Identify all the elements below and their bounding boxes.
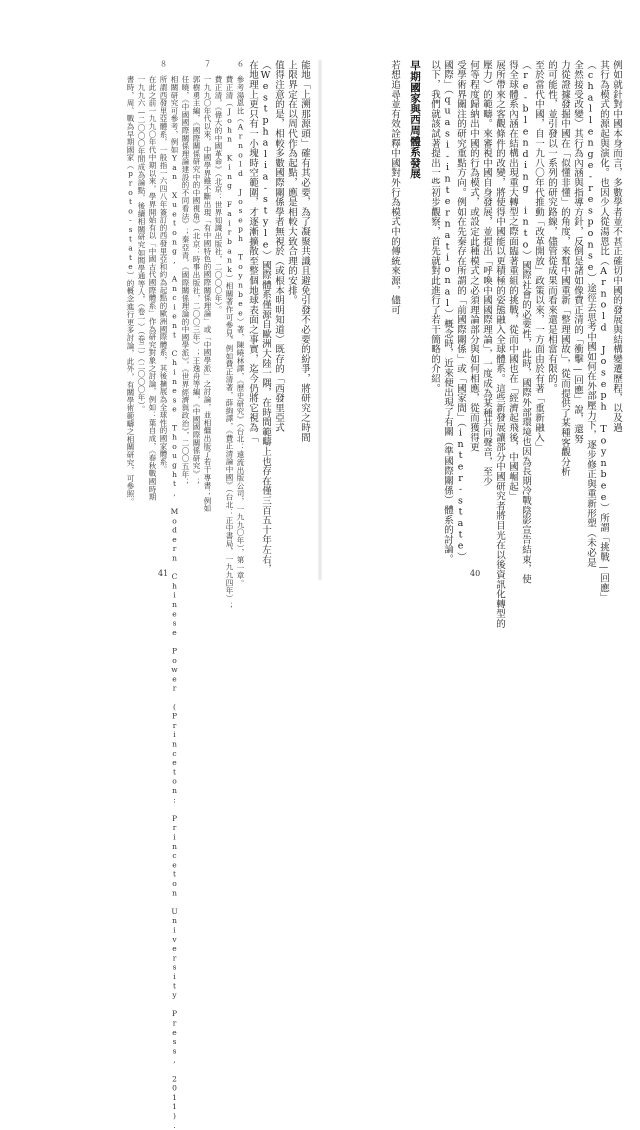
right-page-number: 40 <box>470 569 481 578</box>
text-column: 全然接受改變）其行為內涵與指導方針，反倒是諸如像費正清的「衝擊—回應」說，還努 <box>572 60 583 444</box>
footnote-column: ７ 一九九〇年代以來，中國學界雖不斷出現「有中國特色的國際關係理論」或「中國學派」之討論，並相繼出版了若干專書；例如 <box>203 60 212 513</box>
text-column: 力從證據發掘中國在「似懂非懂」的角度，來幫中國重新「整理國故」，從而提供了某種客觀分析 <box>559 60 570 477</box>
footnote-column: 相關研究可參考，例如Yan Xuetong, Ancient Chinese Thought, Modern Chinese Power (Princeton: Princeton University Press, 2011). <box>170 60 179 1130</box>
text-column: 上限界定在以周代作為起點，應是相較大致合理的安排。 <box>286 60 297 305</box>
open-book <box>18 60 622 1130</box>
text-column: 以下，我們就該試著提出一些初步觀察，首先就對此進行了若干簡略的介紹。 <box>429 60 440 394</box>
text-column: 至於當代中國，自一九八〇年代推動「改革開放」政策以來，一方面由於有著「重新融入」 <box>533 60 544 452</box>
footnote-column: 在此之前一九九〇年代中期以來，學界開始有以「中國古代國際體系」作為研究對象之討論，例如：葉自成，《春秋戰國時期 <box>148 60 157 501</box>
text-column: 若想追尋並有效詮釋中國對外行為模式中的傳統來源，儘可 <box>389 60 400 315</box>
text-column: 展所帶來之客觀條件的改變，將使得中國能以更積極的姿態融入全球體系。這些新發展讓部分中國研究者將目光在以後資訊化轉型的 <box>494 60 505 629</box>
footnote-column: 費正清，《偉大的中國革命》（北京：世界知識出版社，二〇〇〇年）。 <box>214 60 223 314</box>
left-page <box>18 60 310 1130</box>
text-column: 國際」（quasi-international）概念時，近來便出現了有關（準國際關係）體系的討論。 <box>442 60 453 564</box>
footnote-column: 郭樹勇主編，《國際關係研究中的中國視角》（北京：時事出版社，二〇〇三年）；王逸舟等編，《中國國際關係研究》； <box>192 60 201 486</box>
footnote-column: ６ 參考湯恩比（Arnold Joseph Toynbee）著，陳曉林譯，《歷史研究》（台北：遠流出版公司，一九九〇年），第一章。 <box>236 60 245 588</box>
text-column: 在地理上更只有一小塊時空範圍，才逐漸擴散至整個地球表面之事實，迄今仍將它視為「 <box>247 60 258 443</box>
text-column: 的可能性，並引發以一系列的研究路線，儘管從成果而看來還是相當有限的。 <box>546 60 557 394</box>
footnote-column: 費正清（John King Fairbank）相關著作可參見，例如費正清著，薛絢譯，《費正清論中國》（台北：正中書局，一九九四年）； <box>225 60 234 610</box>
footnote-column: 任曉，《中國國際關係理論建設的不同看法》；秦亞青，《國際關係理論的中國學派》，《世界經濟與政治》，二〇〇五年； <box>181 60 190 486</box>
text-column: 值得注意的是，相較多數國際關係學者無視於（或根本明明知道）既存的「西發里亞式 <box>273 60 284 433</box>
footnote-column: 一九九六—二〇〇〇年間成為論點，後續相關研究如閻學通等人，（卷一）（卷二）（二〇〇〇年）。 <box>137 60 146 414</box>
text-column: 其行為模式的源起與演化。也因少人從湯恩比（Arnold Joseph Toynbee）所謂「挑戰—回應」 <box>598 60 609 603</box>
text-column: （Westphalia-style）國際體系僅源自歐洲大陸一隅，在時間範疇上也存在僅三百五十年左右， <box>260 60 271 574</box>
text-column: 何等程度歸納出中國的行為模式，或設定此種模式之必須理論部分與如何相應，從而獲得更 <box>468 60 479 452</box>
text-column: 受學術界關注的研究重點方向。例如在先秦存在所謂的「前國際關係」或「國家間」（inter-state） <box>455 60 466 562</box>
text-column: （challenge-response）途徑去思考中國如何在外部壓力下，逐步修正與重新形塑（未必是 <box>585 60 596 568</box>
left-page-number: 41 <box>158 569 169 578</box>
text-column: 例如就針對中國本身而言，多數學者並不甚正確切中國的發展與結構變遷歷程，以及過 <box>611 60 622 433</box>
text-column: （re-blending into）國際社會的必要性，此時，國際外部環境也因為長期冷戰陰影宣告結束，使 <box>520 60 531 584</box>
text-column: 壓力）的範疇。來審視中國自身發展，並提出「呼喚中國國際理論」，一度成為某種共同聲音，至少 <box>481 60 492 487</box>
text-column: 得全球體系內涵在結構出現重大轉型之際面臨著重組的挑戰，從而中國也在「經濟起飛後，中國崛起」 <box>507 60 518 501</box>
right-page <box>330 60 622 629</box>
book-gutter <box>318 60 322 580</box>
text-column: 能地「上溯那源頭」確有其必要，為了凝聚共識且避免引發不必要的紛爭，將研究之時間 <box>299 60 310 443</box>
footnote-column: 書時，周、戰為早期國家（proto-state）的概念進行更多討論，此外，有關學術範疇之相關研究，可參照。 <box>126 60 135 506</box>
section-heading: 早期國家與西周體系發展 <box>409 60 421 179</box>
footnote-column: ８ 所謂西發里亞體系，一般指一六四八年簽訂的西發里亞和約為起點的歐洲國際體系，其後擴展為全球性的國家體系。 <box>159 60 168 474</box>
